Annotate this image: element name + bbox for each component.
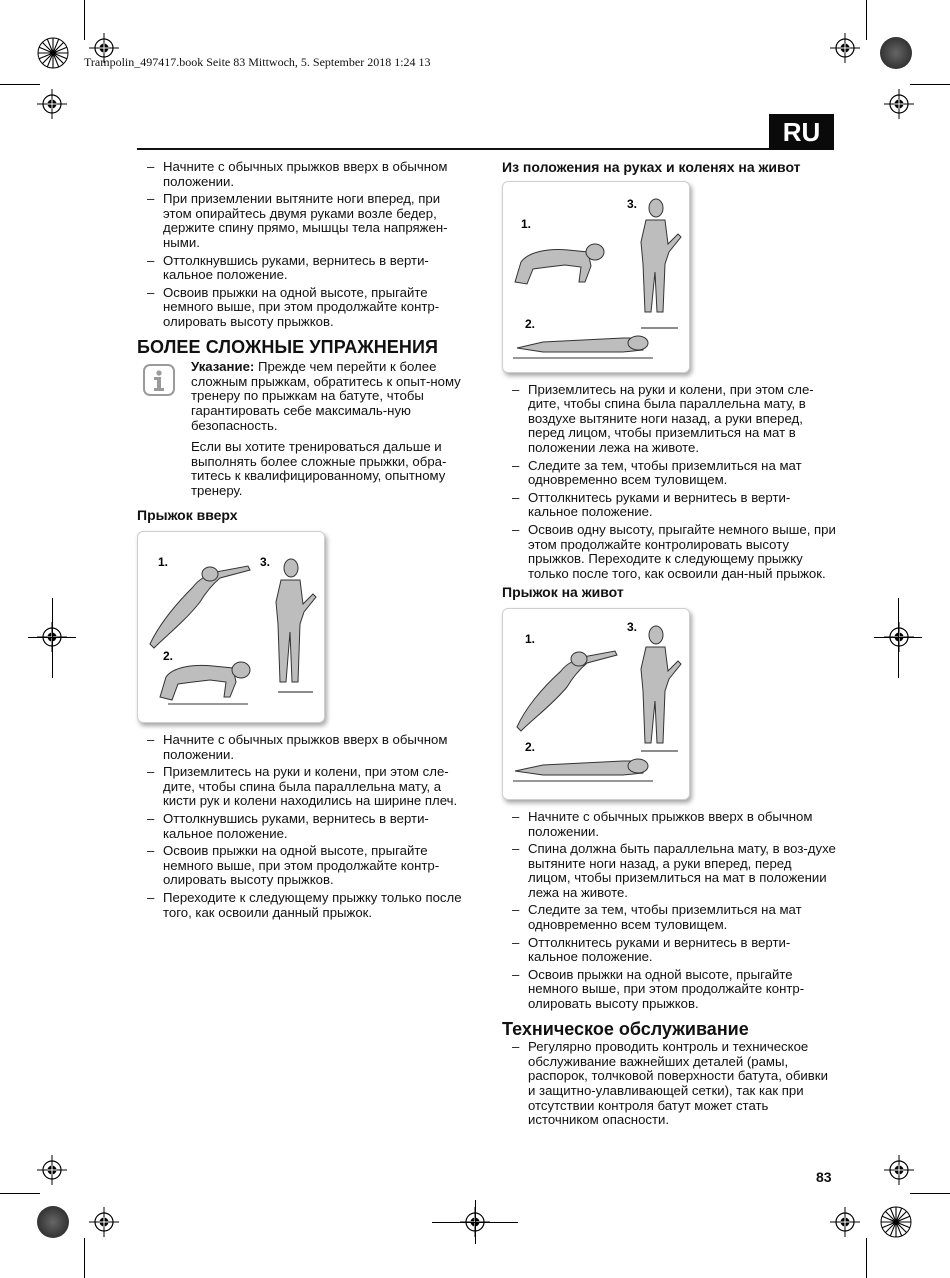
belly-jump-list: [502, 810, 837, 1012]
list-item: – Освоив одну высоту, прыгайте немного выше, при этом продолжайте контролировать высоту прыжков. Переходите к следующему прыжку только после того, как освоили дан-ный прыжок.: [502, 523, 837, 581]
color-bar-sunburst-icon: [37, 37, 69, 69]
note-block: [137, 360, 472, 498]
registration-mark-icon: [830, 33, 860, 63]
figure-step-2: 2.: [525, 316, 536, 331]
registration-mark-icon: [89, 1207, 119, 1237]
figure-step-2: 2.: [163, 649, 174, 664]
list-item: – При приземлении вытяните ноги вперед, при этом опирайтесь двумя руками возле бедер, держите спину прямо, мышцы тела напряжен-ными.: [137, 192, 472, 250]
registration-mark-icon: [37, 1155, 67, 1185]
registration-mark-icon: [884, 1155, 914, 1185]
list-item: – Освоив прыжки на одной высоте, прыгайте немного выше, при этом продолжайте контр-олировать высоту прыжков.: [137, 286, 472, 330]
jump-up-title: Прыжок вверх: [137, 507, 238, 524]
right-column: [502, 160, 837, 1131]
figure-step-1: 1.: [525, 631, 536, 646]
registration-mark-icon: [884, 89, 914, 119]
registration-mark-icon: [37, 89, 67, 119]
belly-jump-figure: [502, 608, 690, 800]
jump-up-list: [137, 733, 472, 920]
list-item: – Начните с обычных прыжков вверх в обычном положении.: [502, 810, 837, 839]
color-bar-dot-icon: [37, 1206, 69, 1238]
jump-up-illustration: [138, 532, 324, 722]
print-header: Trampolin_497417.book Seite 83 Mittwoch, 5. September 2018 1:24 13: [84, 55, 431, 69]
figure-step-3: 3.: [627, 619, 638, 634]
note-paragraph: [191, 360, 472, 433]
list-item: – Переходите к следующему прыжку только после того, как освоили данный прыжок.: [137, 891, 472, 920]
maintenance-list: [502, 1040, 837, 1128]
list-item: – Приземлитесь на руки и колени, при этом сле-дите, чтобы спина была параллельна мату, в воздухе вытяните ноги назад, а руки вперед, перед лицом, чтобы приземлиться на мат в положении лежа на животе.: [502, 383, 837, 456]
figure-step-3: 3.: [260, 555, 271, 570]
list-item: – Оттолкнитесь руками и вернитесь в верти-кальное положение.: [502, 491, 837, 520]
figure-step-2: 2.: [525, 739, 536, 754]
figure-step-3: 3.: [627, 196, 638, 211]
figure-step-1: 1.: [158, 555, 169, 570]
hands-knees-title: Из положения на руках и коленях на живот: [502, 159, 801, 175]
section-title: БОЛЕЕ СЛОЖНЫЕ УПРАЖНЕНИЯ: [137, 336, 439, 357]
figure-step-1: 1.: [521, 216, 532, 231]
header-rule: [137, 148, 834, 150]
list-item: – Освоив прыжки на одной высоте, прыгайте немного выше, при этом продолжайте контр-олировать высоту прыжков.: [137, 844, 472, 888]
belly-jump-illustration: [503, 609, 689, 799]
left-column: [137, 160, 472, 923]
list-item: – Оттолкнувшись руками, вернитесь в верти-кальное положение.: [137, 254, 472, 283]
list-item: – Начните с обычных прыжков вверх в обычном положении.: [137, 160, 472, 189]
list-item: – Регулярно проводить контроль и техническое обслуживание важнейших деталей (рамы, распорок, толчковой поверхности батута, обивки и защитно-улавливающей сетки), так как при отсутствии контроля батут может стать источником опасности.: [502, 1040, 837, 1128]
list-item: – Начните с обычных прыжков вверх в обычном положении.: [137, 733, 472, 762]
list-item: – Оттолкнитесь руками и вернитесь в верти-кальное положение.: [502, 936, 837, 965]
note-text: Прежде чем перейти к более сложным прыжкам, обратитесь к опыт-ному тренеру по прыжкам на батуте, чтобы гарантировать себе максималь-ную безопасность.: [191, 359, 461, 433]
belly-jump-title: Прыжок на живот: [502, 584, 624, 601]
page-number: 83: [816, 1169, 832, 1185]
jump-up-figure: [137, 531, 325, 723]
list-item: – Приземлитесь на руки и колени, при этом сле-дите, чтобы спина была параллельна мату, а кисти рук и колени находились на ширине плеч.: [137, 765, 472, 809]
note-paragraph-2: Если вы хотите тренироваться дальше и выполнять более сложные прыжки, обра-титесь к квалифицированному, опытному тренеру.: [191, 439, 447, 498]
note-label: Указание:: [191, 359, 255, 375]
hands-knees-list: [502, 383, 837, 582]
intro-list: [137, 160, 472, 330]
list-item: – Следите за тем, чтобы приземлиться на мат одновременно всем туловищем.: [502, 459, 837, 488]
info-icon: [143, 364, 175, 396]
list-item: – Освоив прыжки на одной высоте, прыгайте немного выше, при этом продолжайте контр-олировать высоту прыжков.: [502, 968, 837, 1012]
maintenance-title: Техническое обслуживание: [502, 1018, 749, 1039]
list-item: – Оттолкнувшись руками, вернитесь в верти-кальное положение.: [137, 812, 472, 841]
registration-mark-icon: [830, 1207, 860, 1237]
list-item: – Спина должна быть параллельна мату, в воз-духе вытяните ноги назад, а руки вперед, перед лицом, чтобы приземлиться на мат в положении лежа на животе.: [502, 842, 837, 900]
color-bar-dot-icon: [880, 37, 912, 69]
hands-knees-figure: [502, 181, 690, 373]
hands-knees-illustration: [503, 182, 689, 372]
list-item: – Следите за тем, чтобы приземлиться на мат одновременно всем туловищем.: [502, 903, 837, 932]
language-tab: RU: [769, 114, 834, 150]
color-bar-sunburst-icon: [880, 1206, 912, 1238]
